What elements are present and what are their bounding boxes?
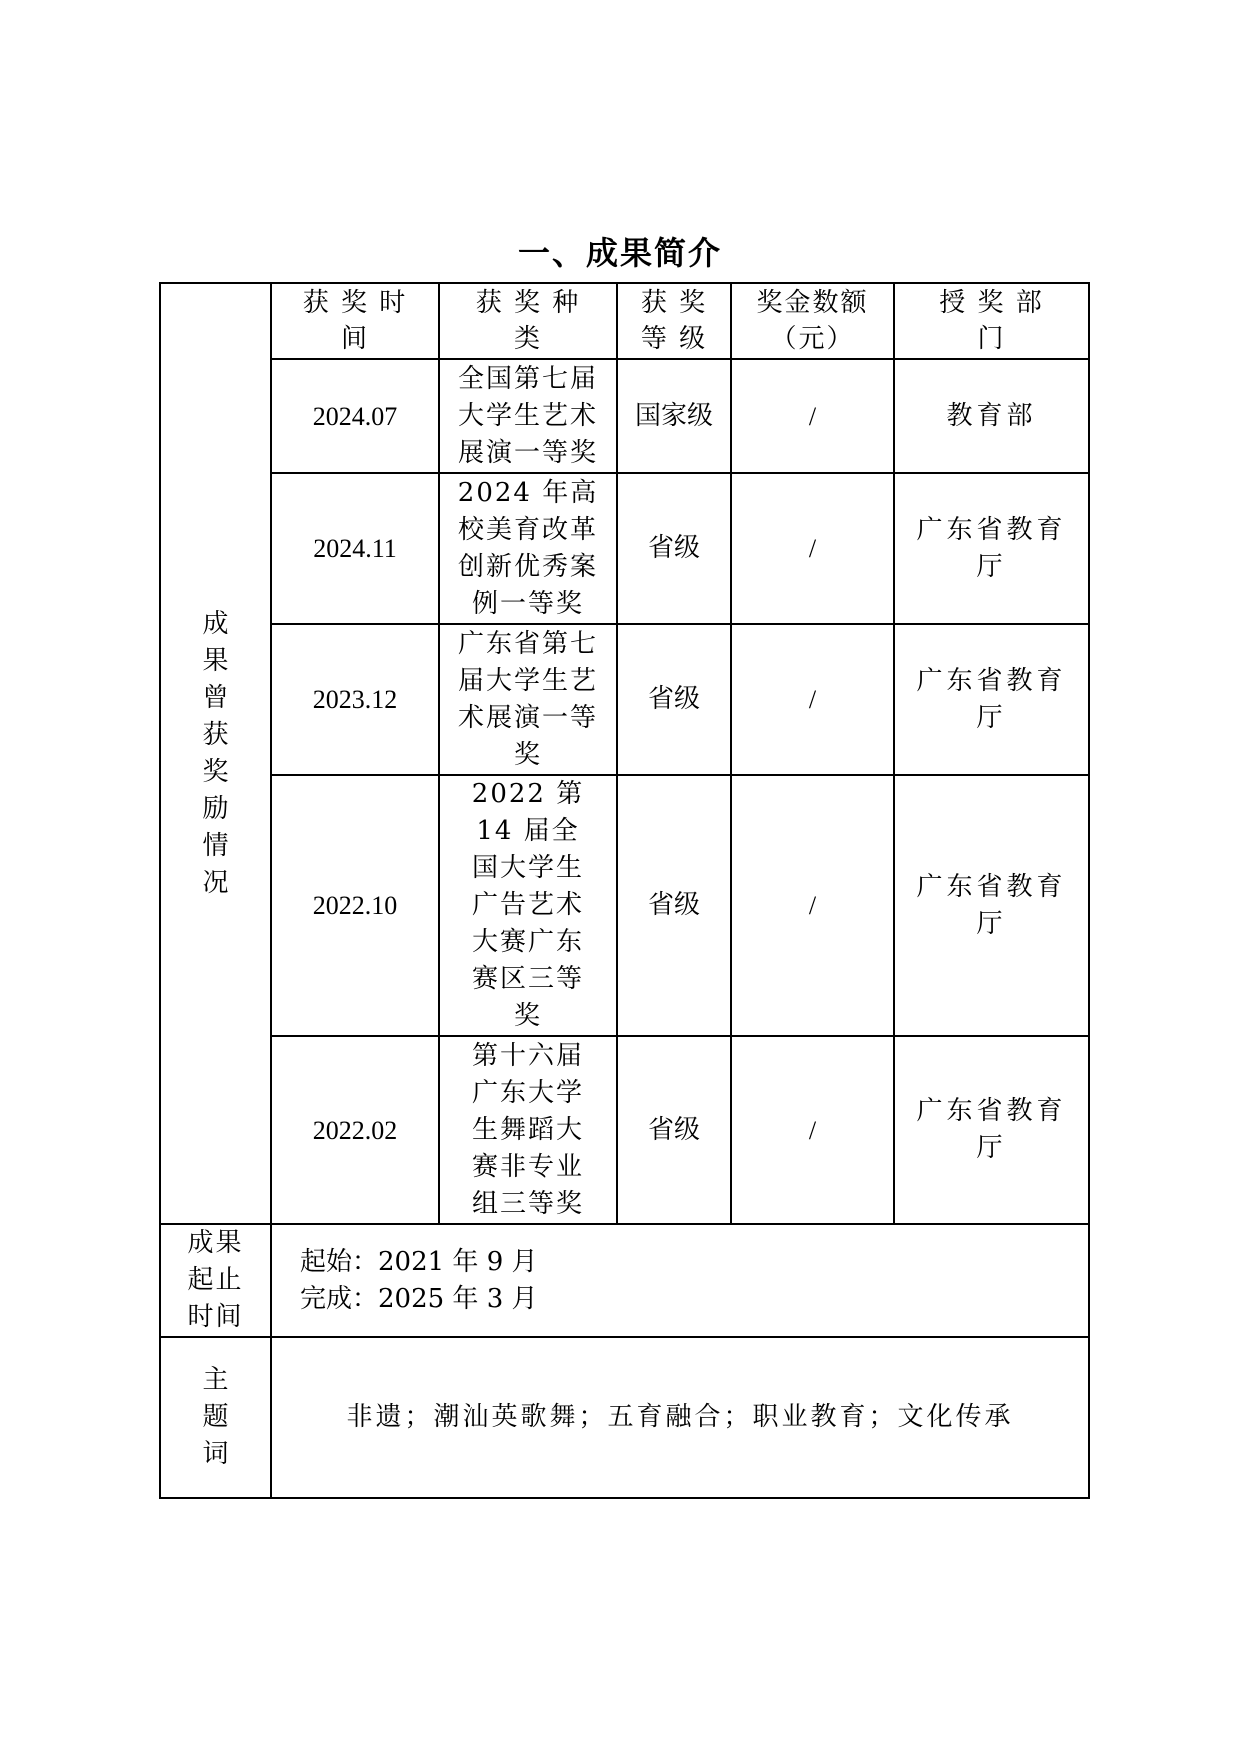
achievement-table [159, 282, 1090, 1499]
section-label-cell [160, 283, 271, 1224]
table-row [160, 624, 1089, 775]
award-dept: 广东省教育厅 [894, 775, 1089, 1036]
section-label: 成果曾获奖励情况 [202, 608, 229, 898]
award-level: 省级 [617, 775, 731, 1036]
award-time: 2024.07 [271, 359, 439, 473]
award-amount: / [731, 624, 894, 775]
award-amount: / [731, 775, 894, 1036]
award-type: 全国第七届大学生艺术展演一等奖 [439, 359, 617, 473]
award-level: 省级 [617, 1036, 731, 1224]
table-row [160, 1036, 1089, 1224]
header-row [160, 283, 1089, 359]
award-type: 第十六届广东大学生舞蹈大赛非专业组三等奖 [439, 1036, 617, 1224]
award-dept: 广东省教育厅 [894, 473, 1089, 624]
table-row [160, 359, 1089, 473]
period-start: 起始：2021 年 9 月 [300, 1246, 538, 1277]
page-title: 一、成果简介 [517, 234, 722, 272]
award-dept: 教育部 [894, 359, 1089, 473]
period-label-cell [160, 1224, 271, 1337]
award-amount: / [731, 359, 894, 473]
award-type: 2022 第 14 届全国大学生广告艺术大赛广东赛区三等奖 [439, 775, 617, 1036]
keywords-row [160, 1337, 1089, 1498]
table-row [160, 473, 1089, 624]
header-amount: 奖金数额（元） [731, 283, 894, 359]
table-row [160, 775, 1089, 1036]
period-label: 成果起止时间 [187, 1228, 244, 1332]
award-type: 2024 年高校美育改革创新优秀案例一等奖 [439, 473, 617, 624]
keywords-value: 非遗；潮汕英歌舞；五育融合；职业教育；文化传承 [271, 1337, 1089, 1498]
header-type: 获 奖 种 类 [439, 283, 617, 359]
award-dept: 广东省教育厅 [894, 624, 1089, 775]
period-row [160, 1224, 1089, 1337]
award-time: 2022.02 [271, 1036, 439, 1224]
award-time: 2024.11 [271, 473, 439, 624]
header-time: 获 奖 时 间 [271, 283, 439, 359]
award-level: 国家级 [617, 359, 731, 473]
award-time: 2023.12 [271, 624, 439, 775]
award-type: 广东省第七届大学生艺术展演一等奖 [439, 624, 617, 775]
keywords-label: 主题词 [202, 1365, 229, 1469]
award-level: 省级 [617, 473, 731, 624]
award-amount: / [731, 473, 894, 624]
award-level: 省级 [617, 624, 731, 775]
keywords-label-cell [160, 1337, 271, 1498]
header-level: 获 奖 等 级 [617, 283, 731, 359]
award-dept: 广东省教育厅 [894, 1036, 1089, 1224]
award-amount: / [731, 1036, 894, 1224]
header-dept: 授 奖 部 门 [894, 283, 1089, 359]
period-end: 完成：2025 年 3 月 [300, 1283, 538, 1314]
period-values [271, 1224, 1089, 1337]
award-time: 2022.10 [271, 775, 439, 1036]
